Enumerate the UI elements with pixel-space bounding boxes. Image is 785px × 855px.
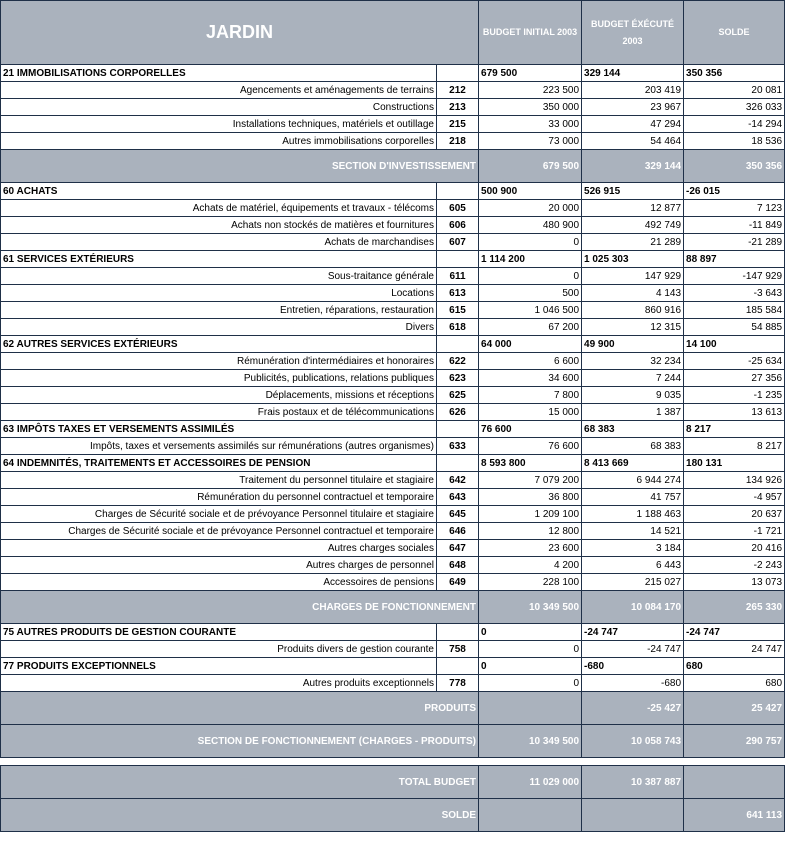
solde-value: 7 123 [684,200,785,217]
line-label: Autres immobilisations corporelles [1,133,437,150]
table-row [1,472,785,489]
table-row [1,641,785,658]
budget-initial-value: 350 000 [479,99,582,116]
section-label: 75 AUTRES PRODUITS DE GESTION COURANTE [1,624,437,641]
total-row [1,766,785,799]
budget-execute-total: -25 427 [582,692,684,725]
line-label: Agencements et aménagements de terrains [1,82,437,99]
section-row [1,65,785,82]
solde-value: -11 849 [684,217,785,234]
code-cell [437,658,479,675]
budget-initial-value: 0 [479,675,582,692]
solde-value: -1 721 [684,523,785,540]
line-label: Charges de Sécurité sociale et de prévoyance Personnel titulaire et stagiaire [1,506,437,523]
budget-execute-total [582,799,684,832]
budget-execute-value: 47 294 [582,116,684,133]
account-code: 218 [437,133,479,150]
budget-execute-value: 41 757 [582,489,684,506]
line-label: Installations techniques, matériels et outillage [1,116,437,133]
budget-execute-value: 68 383 [582,438,684,455]
budget-execute-value: -680 [582,675,684,692]
budget-initial-total [479,799,582,832]
account-code: 778 [437,675,479,692]
section-row [1,455,785,472]
budget-execute-total: 10 084 170 [582,591,684,624]
table-row [1,99,785,116]
account-code: 648 [437,557,479,574]
line-label: Autres charges de personnel [1,557,437,574]
budget-execute-value: 49 900 [582,336,684,353]
section-row [1,624,785,641]
budget-execute-value: 23 967 [582,99,684,116]
budget-execute-value: 6 944 274 [582,472,684,489]
budget-execute-value: 1 188 463 [582,506,684,523]
section-row [1,336,785,353]
account-code: 615 [437,302,479,319]
total-row [1,591,785,624]
table-row [1,438,785,455]
account-code: 605 [437,200,479,217]
budget-execute-value: -680 [582,658,684,675]
budget-execute-value: 54 464 [582,133,684,150]
line-label: Autres produits exceptionnels [1,675,437,692]
budget-initial-value: 1 209 100 [479,506,582,523]
solde-value: -3 643 [684,285,785,302]
solde-value: -24 747 [684,624,785,641]
budget-initial-value: 7 079 200 [479,472,582,489]
section-row [1,658,785,675]
budget-execute-value: 215 027 [582,574,684,591]
budget-execute-value: 7 244 [582,370,684,387]
budget-execute-value: 6 443 [582,557,684,574]
line-label: Déplacements, missions et réceptions [1,387,437,404]
account-code: 611 [437,268,479,285]
section-row [1,183,785,200]
table-row [1,574,785,591]
account-code: 625 [437,387,479,404]
account-code: 622 [437,353,479,370]
budget-initial-total: 10 349 500 [479,725,582,758]
solde-value: 54 885 [684,319,785,336]
table-row [1,268,785,285]
account-code: 613 [437,285,479,302]
budget-execute-total: 329 144 [582,150,684,183]
total-row [1,150,785,183]
section-row [1,251,785,268]
budget-initial-value: 0 [479,234,582,251]
budget-initial-value: 0 [479,624,582,641]
solde-value: 8 217 [684,421,785,438]
total-label: SECTION D'INVESTISSEMENT [1,150,479,183]
solde-value: 20 637 [684,506,785,523]
solde-value: 350 356 [684,65,785,82]
section-label: 64 INDEMNITÉS, TRAITEMENTS ET ACCESSOIRES DE PENSION [1,455,437,472]
account-code: 758 [437,641,479,658]
budget-execute-value: 147 929 [582,268,684,285]
budget-execute-value: 12 315 [582,319,684,336]
account-code: 626 [437,404,479,421]
table-row [1,285,785,302]
budget-initial-value: 36 800 [479,489,582,506]
budget-execute-value: 860 916 [582,302,684,319]
solde-value: 680 [684,675,785,692]
account-code: 623 [437,370,479,387]
budget-initial-value: 73 000 [479,133,582,150]
budget-execute-value: 329 144 [582,65,684,82]
budget-initial-value: 480 900 [479,217,582,234]
section-label: 21 IMMOBILISATIONS CORPORELLES [1,65,437,82]
line-label: Publicités, publications, relations publiques [1,370,437,387]
table-row [1,217,785,234]
table-row [1,506,785,523]
budget-initial-value: 23 600 [479,540,582,557]
solde-value: 27 356 [684,370,785,387]
solde-value: -14 294 [684,116,785,133]
line-label: Frais postaux et de télécommunications [1,404,437,421]
section-label: 60 ACHATS [1,183,437,200]
budget-initial-value: 0 [479,658,582,675]
budget-initial-total: 679 500 [479,150,582,183]
solde-value: 8 217 [684,438,785,455]
solde-total: 290 757 [684,725,785,758]
table-title: JARDIN [1,1,479,65]
budget-initial-value: 76 600 [479,421,582,438]
budget-initial-value: 12 800 [479,523,582,540]
solde-value: 13 073 [684,574,785,591]
budget-execute-value: 1 025 303 [582,251,684,268]
spacer-cell [1,758,785,766]
solde-value: 185 584 [684,302,785,319]
solde-value: 180 131 [684,455,785,472]
line-label: Constructions [1,99,437,116]
solde-value: 88 897 [684,251,785,268]
table-row [1,404,785,421]
section-row [1,421,785,438]
solde-value: -21 289 [684,234,785,251]
solde-total: 265 330 [684,591,785,624]
line-label: Produits divers de gestion courante [1,641,437,658]
line-label: Accessoires de pensions [1,574,437,591]
solde-value: -26 015 [684,183,785,200]
solde-total: 25 427 [684,692,785,725]
budget-initial-value: 7 800 [479,387,582,404]
budget-execute-value: 3 184 [582,540,684,557]
section-label: 77 PRODUITS EXCEPTIONNELS [1,658,437,675]
table-row [1,200,785,217]
account-code: 646 [437,523,479,540]
line-label: Achats de matériel, équipements et travaux - télécoms [1,200,437,217]
total-row [1,725,785,758]
account-code: 649 [437,574,479,591]
solde-value: -2 243 [684,557,785,574]
code-cell [437,65,479,82]
header-row [1,1,785,65]
table-row [1,387,785,404]
budget-execute-total: 10 058 743 [582,725,684,758]
account-code: 607 [437,234,479,251]
budget-execute-value: -24 747 [582,624,684,641]
account-code: 645 [437,506,479,523]
line-label: Achats de marchandises [1,234,437,251]
table-row [1,523,785,540]
solde-value: 24 747 [684,641,785,658]
line-label: Charges de Sécurité sociale et de prévoyance Personnel contractuel et temporaire [1,523,437,540]
table-row [1,557,785,574]
solde-value: -147 929 [684,268,785,285]
account-code: 606 [437,217,479,234]
solde-total: 350 356 [684,150,785,183]
budget-initial-value: 1 114 200 [479,251,582,268]
solde-value: 20 416 [684,540,785,557]
table-row [1,370,785,387]
header-budget-execute: BUDGET ÉXÉCUTÉ 2003 [582,1,684,65]
table-row [1,353,785,370]
account-code: 215 [437,116,479,133]
budget-execute-value: 14 521 [582,523,684,540]
budget-execute-value: 68 383 [582,421,684,438]
budget-initial-total: 11 029 000 [479,766,582,799]
total-label: PRODUITS [1,692,479,725]
budget-execute-value: 8 413 669 [582,455,684,472]
budget-initial-value: 64 000 [479,336,582,353]
code-cell [437,336,479,353]
table-row [1,489,785,506]
solde-value: 14 100 [684,336,785,353]
budget-initial-value: 6 600 [479,353,582,370]
account-code: 642 [437,472,479,489]
budget-initial-value: 8 593 800 [479,455,582,472]
code-cell [437,421,479,438]
budget-table-body [1,1,785,832]
budget-execute-value: 21 289 [582,234,684,251]
code-cell [437,624,479,641]
budget-initial-value: 15 000 [479,404,582,421]
solde-value: -25 634 [684,353,785,370]
line-label: Entretien, réparations, restauration [1,302,437,319]
code-cell [437,455,479,472]
budget-initial-value: 0 [479,268,582,285]
spacer-row [1,758,785,766]
budget-execute-value: 32 234 [582,353,684,370]
table-row [1,675,785,692]
budget-execute-value: 9 035 [582,387,684,404]
solde-value: 20 081 [684,82,785,99]
line-label: Achats non stockés de matières et fournitures [1,217,437,234]
account-code: 213 [437,99,479,116]
budget-initial-total: 10 349 500 [479,591,582,624]
budget-initial-value: 20 000 [479,200,582,217]
total-label: CHARGES DE FONCTIONNEMENT [1,591,479,624]
line-label: Rémunération d'intermédiaires et honoraires [1,353,437,370]
line-label: Rémunération du personnel contractuel et temporaire [1,489,437,506]
budget-execute-total: 10 387 887 [582,766,684,799]
account-code: 633 [437,438,479,455]
solde-total: 641 113 [684,799,785,832]
solde-value: 18 536 [684,133,785,150]
table-row [1,234,785,251]
budget-initial-value: 4 200 [479,557,582,574]
line-label: Sous-traitance générale [1,268,437,285]
budget-execute-value: -24 747 [582,641,684,658]
budget-initial-value: 500 [479,285,582,302]
line-label: Impôts, taxes et versements assimilés sur rémunérations (autres organismes) [1,438,437,455]
header-budget-initial: BUDGET INITIAL 2003 [479,1,582,65]
section-label: 61 SERVICES EXTÉRIEURS [1,251,437,268]
section-label: 63 IMPÔTS TAXES ET VERSEMENTS ASSIMILÉS [1,421,437,438]
section-label: 62 AUTRES SERVICES EXTÉRIEURS [1,336,437,353]
account-code: 643 [437,489,479,506]
line-label: Traitement du personnel titulaire et stagiaire [1,472,437,489]
budget-initial-value: 1 046 500 [479,302,582,319]
code-cell [437,183,479,200]
header-solde: SOLDE [684,1,785,65]
solde-value: 326 033 [684,99,785,116]
solde-total [684,766,785,799]
budget-execute-value: 526 915 [582,183,684,200]
table-row [1,82,785,99]
budget-execute-value: 492 749 [582,217,684,234]
line-label: Autres charges sociales [1,540,437,557]
code-cell [437,251,479,268]
budget-initial-value: 76 600 [479,438,582,455]
budget-initial-value: 67 200 [479,319,582,336]
budget-initial-value: 0 [479,641,582,658]
budget-initial-value: 223 500 [479,82,582,99]
total-label: SECTION DE FONCTIONNEMENT (CHARGES - PRODUITS) [1,725,479,758]
total-label: TOTAL BUDGET [1,766,479,799]
table-row [1,302,785,319]
budget-initial-value: 679 500 [479,65,582,82]
table-row [1,133,785,150]
solde-value: 680 [684,658,785,675]
account-code: 618 [437,319,479,336]
account-code: 647 [437,540,479,557]
total-label: SOLDE [1,799,479,832]
budget-execute-value: 4 143 [582,285,684,302]
budget-execute-value: 12 877 [582,200,684,217]
budget-initial-value: 500 900 [479,183,582,200]
total-row [1,799,785,832]
budget-initial-value: 34 600 [479,370,582,387]
table-row [1,319,785,336]
table-row [1,116,785,133]
solde-value: 13 613 [684,404,785,421]
table-row [1,540,785,557]
line-label: Locations [1,285,437,302]
solde-value: -4 957 [684,489,785,506]
account-code: 212 [437,82,479,99]
line-label: Divers [1,319,437,336]
total-row [1,692,785,725]
solde-value: -1 235 [684,387,785,404]
budget-initial-value: 228 100 [479,574,582,591]
solde-value: 134 926 [684,472,785,489]
budget-execute-value: 203 419 [582,82,684,99]
budget-initial-total [479,692,582,725]
budget-initial-value: 33 000 [479,116,582,133]
budget-execute-value: 1 387 [582,404,684,421]
